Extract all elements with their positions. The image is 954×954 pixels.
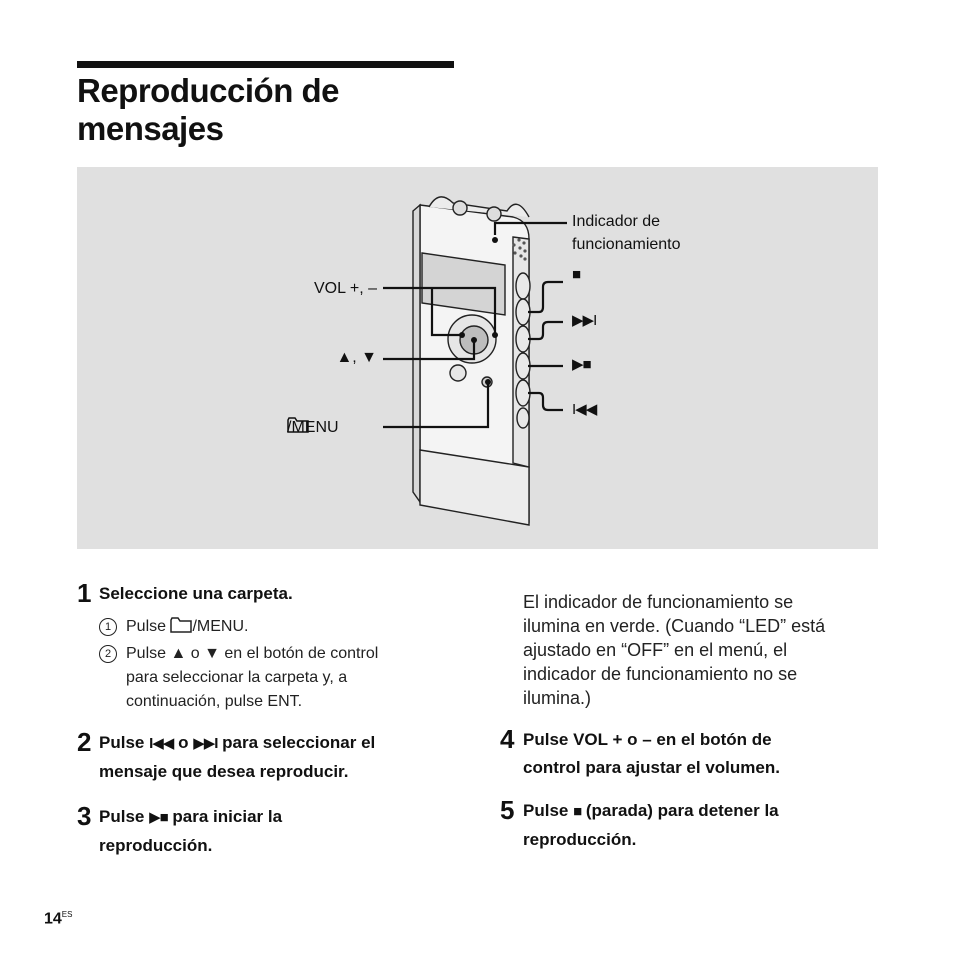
page-number-suffix: ES bbox=[61, 910, 73, 919]
headphone-jack bbox=[487, 207, 501, 221]
label-play-stop-icon: ▶■ bbox=[572, 356, 591, 373]
step-1-number: 1 bbox=[77, 578, 92, 608]
page-title-line-1: Reproducción de bbox=[77, 72, 340, 109]
step-2-post: para seleccionar el bbox=[217, 733, 376, 752]
step-4-line-2: control para ajustar el volumen. bbox=[523, 758, 780, 777]
small-button bbox=[450, 365, 466, 381]
step-1-substep-1 bbox=[104, 615, 249, 639]
voice-recorder-illustration bbox=[77, 167, 878, 549]
note-line-5: ilumina.) bbox=[523, 688, 592, 708]
step-4-line-1: Pulse VOL + o – en el botón de bbox=[523, 730, 772, 749]
side-button-prev bbox=[516, 380, 530, 406]
next-track-icon: ▶▶I bbox=[193, 735, 218, 752]
step-5-post: (parada) para detener la bbox=[581, 801, 779, 820]
step-3-pre: Pulse bbox=[99, 807, 150, 826]
step-3-note bbox=[523, 590, 825, 710]
label-indicator-line-2: funcionamiento bbox=[572, 236, 681, 253]
step-1-heading: Seleccione una carpeta. bbox=[99, 584, 293, 603]
step-5-text bbox=[523, 797, 779, 854]
label-indicator-line-1: Indicador de bbox=[572, 213, 661, 230]
page-number-value: 14 bbox=[44, 910, 62, 928]
side-button-next bbox=[516, 326, 530, 352]
step-4-number: 4 bbox=[500, 724, 515, 754]
step-2-line-2: mensaje que desea reproducir. bbox=[99, 762, 349, 781]
step-2-number: 2 bbox=[77, 727, 92, 757]
note-line-2: ilumina en verde. (Cuando “LED” está bbox=[523, 616, 826, 636]
label-prev-icon: I◀◀ bbox=[572, 401, 597, 418]
leader-stop bbox=[528, 282, 563, 312]
label-stop-icon: ■ bbox=[572, 266, 581, 283]
label-menu bbox=[287, 417, 339, 439]
substep-number-1: 1 bbox=[99, 618, 117, 636]
device-figure bbox=[77, 167, 878, 549]
label-up-down: ▲, ▼ bbox=[336, 349, 377, 366]
play-stop-icon: ▶■ bbox=[149, 809, 168, 826]
substep-1-post: /MENU. bbox=[192, 618, 249, 635]
folder-icon bbox=[170, 617, 192, 633]
stop-icon: ■ bbox=[573, 803, 582, 820]
step-4-text bbox=[523, 726, 780, 782]
side-button-6 bbox=[517, 408, 529, 428]
step-5-line-2: reproducción. bbox=[523, 830, 637, 849]
step-3-line-2: reproducción. bbox=[99, 836, 213, 855]
side-button-stop bbox=[516, 299, 530, 325]
step-2-text bbox=[99, 729, 375, 786]
substep-2-line-3: continuación, pulse ENT. bbox=[126, 693, 303, 710]
note-line-1: El indicador de funcionamiento se bbox=[523, 592, 794, 612]
step-2-mid: o bbox=[173, 733, 194, 752]
page-title bbox=[77, 72, 497, 148]
page-title-line-2: mensajes bbox=[77, 110, 224, 147]
substep-2-line-2: para seleccionar la carpeta y, a bbox=[126, 669, 348, 686]
note-line-3: ajustado en “OFF” en el menú, el bbox=[523, 640, 788, 660]
recorder-left-edge bbox=[413, 205, 420, 502]
step-2-pre: Pulse bbox=[99, 733, 150, 752]
label-vol: VOL +, – bbox=[314, 280, 377, 297]
mic-jack bbox=[453, 201, 467, 215]
page-number bbox=[44, 910, 72, 928]
step-5-number: 5 bbox=[500, 795, 515, 825]
side-button-play bbox=[516, 353, 530, 379]
substep-1-pre: Pulse bbox=[126, 618, 171, 635]
side-button-1 bbox=[516, 273, 530, 299]
step-3-number: 3 bbox=[77, 801, 92, 831]
label-menu-text: /MENU bbox=[287, 419, 339, 436]
step-1-substep-2 bbox=[104, 642, 379, 714]
leader-prev bbox=[528, 393, 563, 410]
note-line-4: indicador de funcionamiento no se bbox=[523, 664, 798, 684]
prev-track-icon: I◀◀ bbox=[149, 735, 174, 752]
substep-2-line-1: Pulse ▲ o ▼ en el botón de control bbox=[126, 645, 379, 662]
leader-next bbox=[528, 322, 563, 339]
step-5-pre: Pulse bbox=[523, 801, 574, 820]
folder-icon bbox=[287, 417, 309, 433]
label-next-icon: ▶▶I bbox=[572, 312, 597, 329]
substep-number-2: 2 bbox=[99, 645, 117, 663]
step-3-post: para iniciar la bbox=[167, 807, 283, 826]
step-3-text bbox=[99, 803, 282, 860]
title-rule bbox=[77, 61, 454, 68]
